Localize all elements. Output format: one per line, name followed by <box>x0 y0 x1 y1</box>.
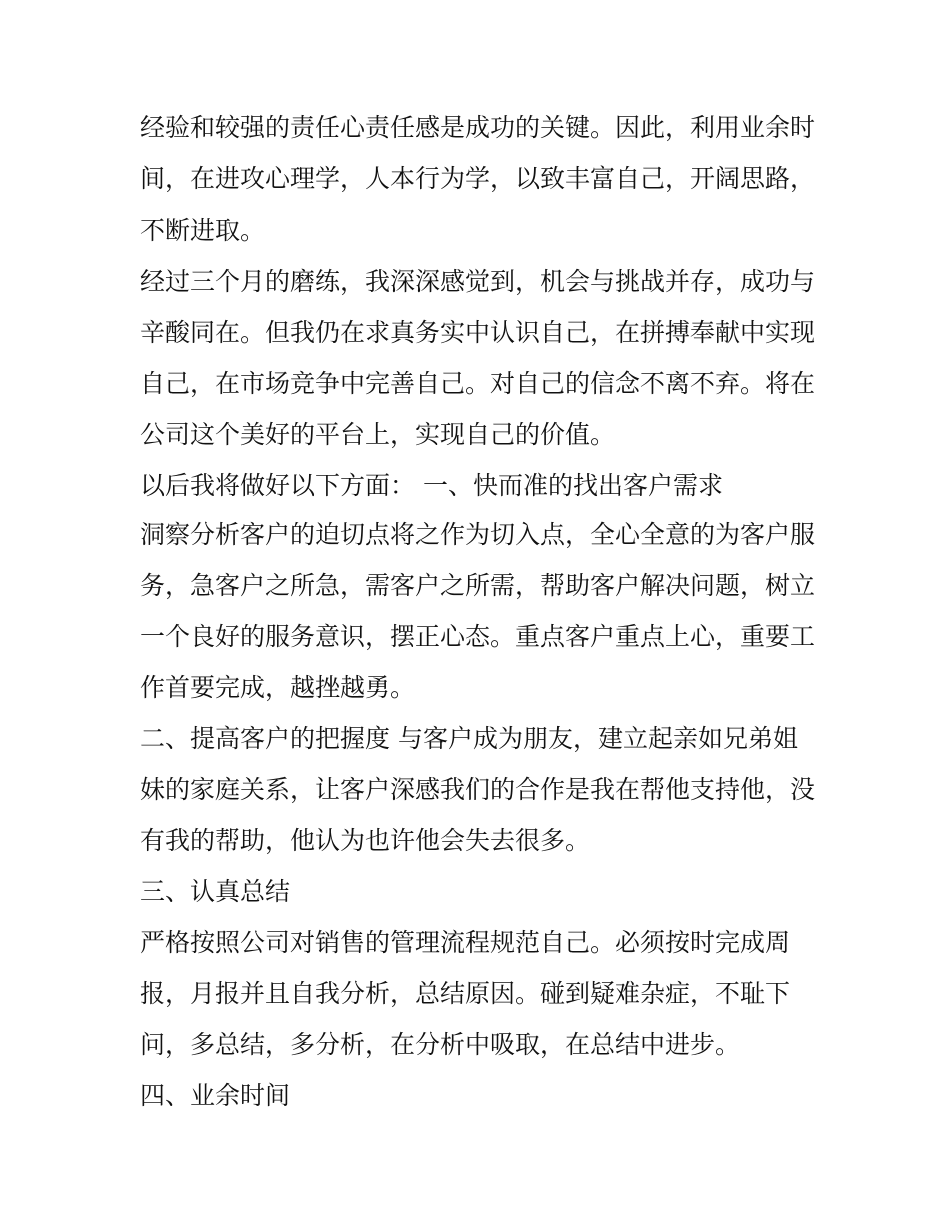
text-line: 不断进取。 <box>140 216 266 245</box>
text-line: 有我的帮助，他认为也许他会失去很多。 <box>140 826 591 855</box>
text-line: 经验和较强的责任心责任感是成功的关键。因此，利用业余时 <box>140 113 816 142</box>
text-line: 一个良好的服务意识，摆正心态。重点客户重点上心，重要工 <box>140 622 816 651</box>
text-line: 四、业余时间 <box>140 1081 291 1110</box>
text-line: 妹的家庭关系，让客户深感我们的合作是我在帮他支持他，没 <box>140 775 816 804</box>
text-line: 间，在进攻心理学，人本行为学，以致丰富自己，开阔思路， <box>140 164 816 193</box>
text-line: 作首要完成，越挫越勇。 <box>140 673 416 702</box>
text-line: 三、认真总结 <box>140 877 291 906</box>
text-line: 辛酸同在。但我仍在求真务实中认识自己，在拼搏奉献中实现 <box>140 318 816 347</box>
text-line: 公司这个美好的平台上，实现自己的价值。 <box>140 420 616 449</box>
text-line: 二、提高客户的把握度 与客户成为朋友，建立起亲如兄弟姐 <box>140 724 798 753</box>
text-line: 问，多总结，多分析，在分析中吸取，在总结中进步。 <box>140 1030 741 1059</box>
text-line: 报，月报并且自我分析，总结原因。碰到疑难杂症，不耻下 <box>140 979 791 1008</box>
text-line: 洞察分析客户的迫切点将之作为切入点，全心全意的为客户服 <box>140 520 816 549</box>
text-line: 自己，在市场竞争中完善自己。对自己的信念不离不弃。将在 <box>140 369 816 398</box>
text-line: 务，急客户之所急，需客户之所需，帮助客户解决问题，树立 <box>140 571 816 600</box>
text-line: 经过三个月的磨练，我深深感觉到，机会与挑战并存，成功与 <box>140 267 816 296</box>
text-line: 以后我将做好以下方面： 一、快而准的找出客户需求 <box>140 471 723 500</box>
text-line: 严格按照公司对销售的管理流程规范自己。必须按时完成周 <box>140 928 791 957</box>
